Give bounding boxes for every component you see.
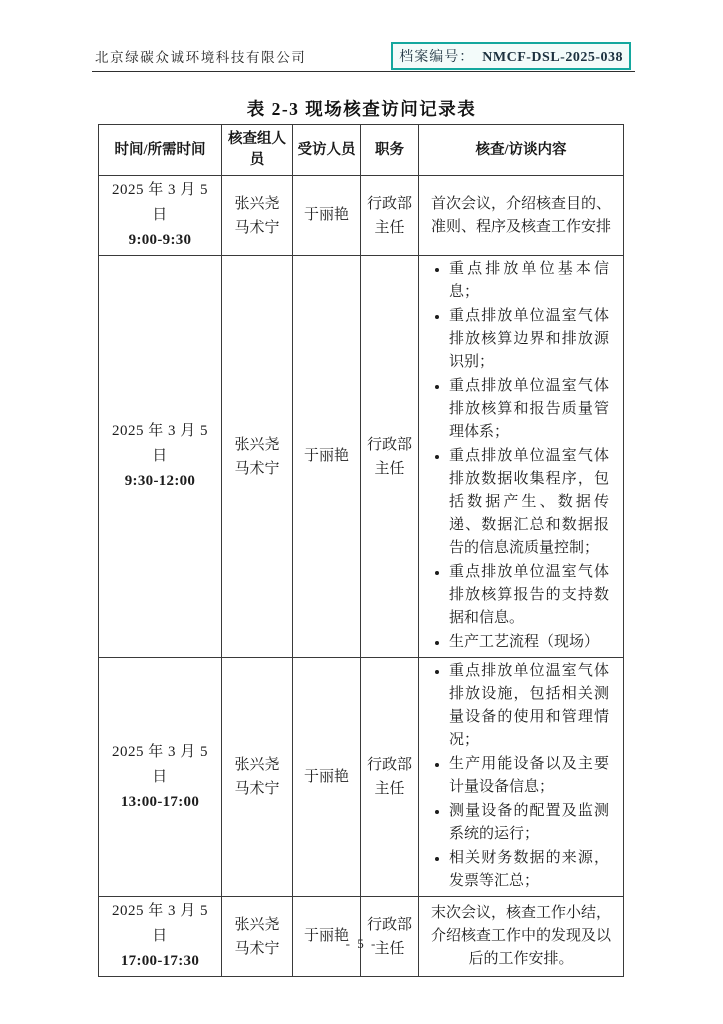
cell-interviewee: 于丽艳 xyxy=(293,897,361,977)
cell-team: 张兴尧 马术宁 xyxy=(222,658,293,897)
cell-time: 2025 年 3 月 5 日 9:30-12:00 xyxy=(99,256,222,658)
cell-content xyxy=(419,658,624,897)
bullet-item: • 重点排放单位温室气体排放设施，包括相关测量设备的使用和管理情况； xyxy=(449,660,611,752)
bullet-item: • 重点排放单位基本信息； xyxy=(449,258,611,304)
cell-position: 行政部 主任 xyxy=(361,256,419,658)
bullet-item: • 测量设备的配置及监测系统的运行； xyxy=(449,800,611,846)
bullet-item: • 生产用能设备以及主要计量设备信息； xyxy=(449,753,611,799)
cell-interviewee: 于丽艳 xyxy=(293,658,361,897)
cell-position: 行政部 主任 xyxy=(361,897,419,977)
cell-time: 2025 年 3 月 5 日 17:00-17:30 xyxy=(99,897,222,977)
col-header-team: 核查组人员 xyxy=(222,125,293,176)
archive-number-field xyxy=(391,42,631,70)
cell-time: 2025 年 3 月 5 日 13:00-17:00 xyxy=(99,658,222,897)
table-row xyxy=(99,176,624,256)
bullet-item: • 重点排放单位温室气体排放数据收集程序，包括数据产生、数据传递、数据汇总和数据报告的信息流质量控制； xyxy=(449,445,611,560)
table-header-row xyxy=(99,125,624,176)
cell-content xyxy=(419,256,624,658)
table-title: 表 2-3 现场核查访问记录表 xyxy=(246,99,477,119)
bullet-item: • 重点排放单位温室气体排放核算报告的支持数据和信息。 xyxy=(449,561,611,630)
cell-time: 2025 年 3 月 5 日 9:00-9:30 xyxy=(99,176,222,256)
cell-interviewee: 于丽艳 xyxy=(293,176,361,256)
verification-record-table xyxy=(98,124,624,977)
cell-content: 首次会议，介绍核查目的、准则、程序及核查工作安排 xyxy=(419,176,624,256)
cell-team: 张兴尧 马术宁 xyxy=(222,897,293,977)
cell-position: 行政部 主任 xyxy=(361,176,419,256)
company-name: 北京绿碳众诚环境科技有限公司 xyxy=(95,50,307,65)
content-bullet-list xyxy=(425,258,617,654)
cell-content: 末次会议，核查工作小结，介绍核查工作中的发现及以后的工作安排。 xyxy=(419,897,624,977)
cell-team: 张兴尧 马术宁 xyxy=(222,256,293,658)
bullet-item: • 生产工艺流程（现场） xyxy=(449,631,611,654)
content-bullet-list xyxy=(425,660,617,893)
cell-position: 行政部 主任 xyxy=(361,658,419,897)
bullet-item: • 重点排放单位温室气体排放核算边界和排放源识别； xyxy=(449,305,611,374)
cell-interviewee: 于丽艳 xyxy=(293,256,361,658)
col-header-content: 核查/访谈内容 xyxy=(419,125,624,176)
bullet-item: • 相关财务数据的来源，发票等汇总； xyxy=(449,847,611,893)
col-header-position: 职务 xyxy=(361,125,419,176)
page-header xyxy=(95,42,631,70)
archive-number-value: NMCF-DSL-2025-038 xyxy=(482,50,623,65)
col-header-time: 时间/所需时间 xyxy=(99,125,222,176)
table-row xyxy=(99,658,624,897)
header-divider xyxy=(92,71,635,72)
bullet-item: • 重点排放单位温室气体排放核算和报告质量管理体系； xyxy=(449,375,611,444)
archive-number-label: 档案编号： xyxy=(399,50,475,65)
table-row xyxy=(99,256,624,658)
cell-team: 张兴尧 马术宁 xyxy=(222,176,293,256)
page-number: - 5 - xyxy=(345,936,378,951)
col-header-interviewee: 受访人员 xyxy=(293,125,361,176)
